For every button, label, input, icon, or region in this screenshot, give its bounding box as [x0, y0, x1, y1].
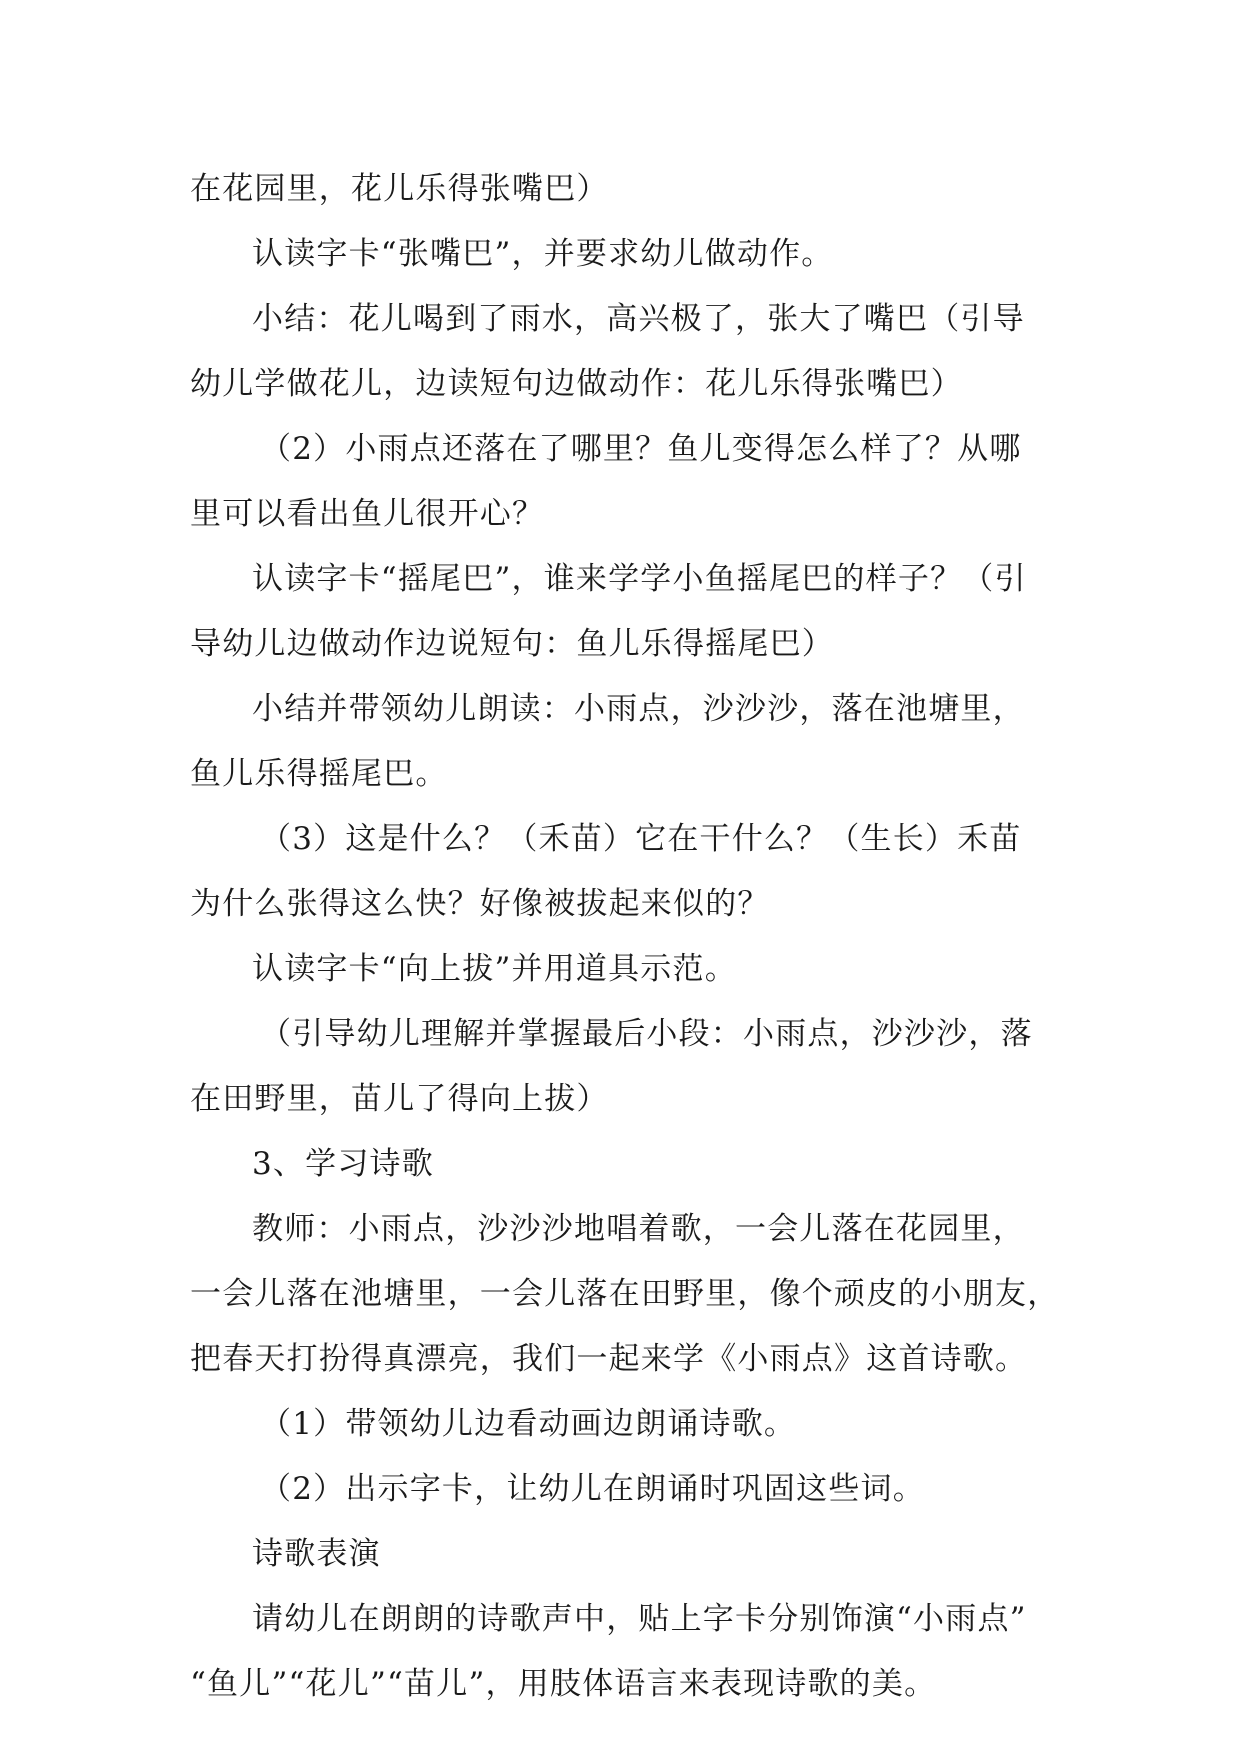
- section-heading: 诗歌表演: [252, 1536, 381, 1572]
- text-line: 把春天打扮得真漂亮，我们一起来学《小雨点》这首诗歌。: [190, 1341, 1028, 1377]
- text-line: 小结：花儿喝到了雨水，高兴极了，张大了嘴巴（引导: [252, 301, 1025, 337]
- text-line: 在花园里，花儿乐得张嘴巴）: [190, 171, 609, 207]
- text-line: 认读字卡“摇尾巴”，谁来学学小鱼摇尾巴的样子？（引: [252, 561, 1027, 597]
- text-line: 一会儿落在池塘里，一会儿落在田野里，像个顽皮的小朋友，: [190, 1276, 1060, 1312]
- text-line: 在田野里，苗儿了得向上拔）: [190, 1081, 609, 1117]
- text-line: 导幼儿边做动作边说短句：鱼儿乐得摇尾巴）: [190, 626, 834, 662]
- document-body: [190, 157, 1070, 1717]
- text-line: 为什么张得这么快？好像被拔起来似的？: [190, 886, 770, 922]
- text-line: （1）带领幼儿边看动画边朗诵诗歌。: [260, 1406, 797, 1442]
- text-line: （3）这是什么？（禾苗）它在干什么？（生长）禾苗: [260, 821, 1022, 857]
- text-line: “鱼儿”“花儿”“苗儿”，用肢体语言来表现诗歌的美。: [190, 1666, 937, 1702]
- text-line: （引导幼儿理解并掌握最后小段：小雨点，沙沙沙，落: [260, 1016, 1033, 1052]
- text-line: （2）小雨点还落在了哪里？鱼儿变得怎么样了？从哪: [260, 431, 1022, 467]
- text-line: 小结并带领幼儿朗读：小雨点，沙沙沙，落在池塘里，: [252, 691, 1025, 727]
- text-line: 鱼儿乐得摇尾巴。: [190, 756, 448, 792]
- text-line: （2）出示字卡，让幼儿在朗诵时巩固这些词。: [260, 1471, 925, 1507]
- text-line: 请幼儿在朗朗的诗歌声中，贴上字卡分别饰演“小雨点”: [252, 1601, 1027, 1637]
- text-line: 里可以看出鱼儿很开心？: [190, 496, 545, 532]
- text-line: 认读字卡“张嘴巴”，并要求幼儿做动作。: [252, 236, 834, 272]
- text-line: 认读字卡“向上拔”并用道具示范。: [252, 951, 737, 987]
- section-heading: 3、学习诗歌: [252, 1146, 434, 1182]
- text-line: 教师：小雨点，沙沙沙地唱着歌，一会儿落在花园里，: [252, 1211, 1025, 1247]
- text-line: 幼儿学做花儿，边读短句边做动作：花儿乐得张嘴巴）: [190, 366, 963, 402]
